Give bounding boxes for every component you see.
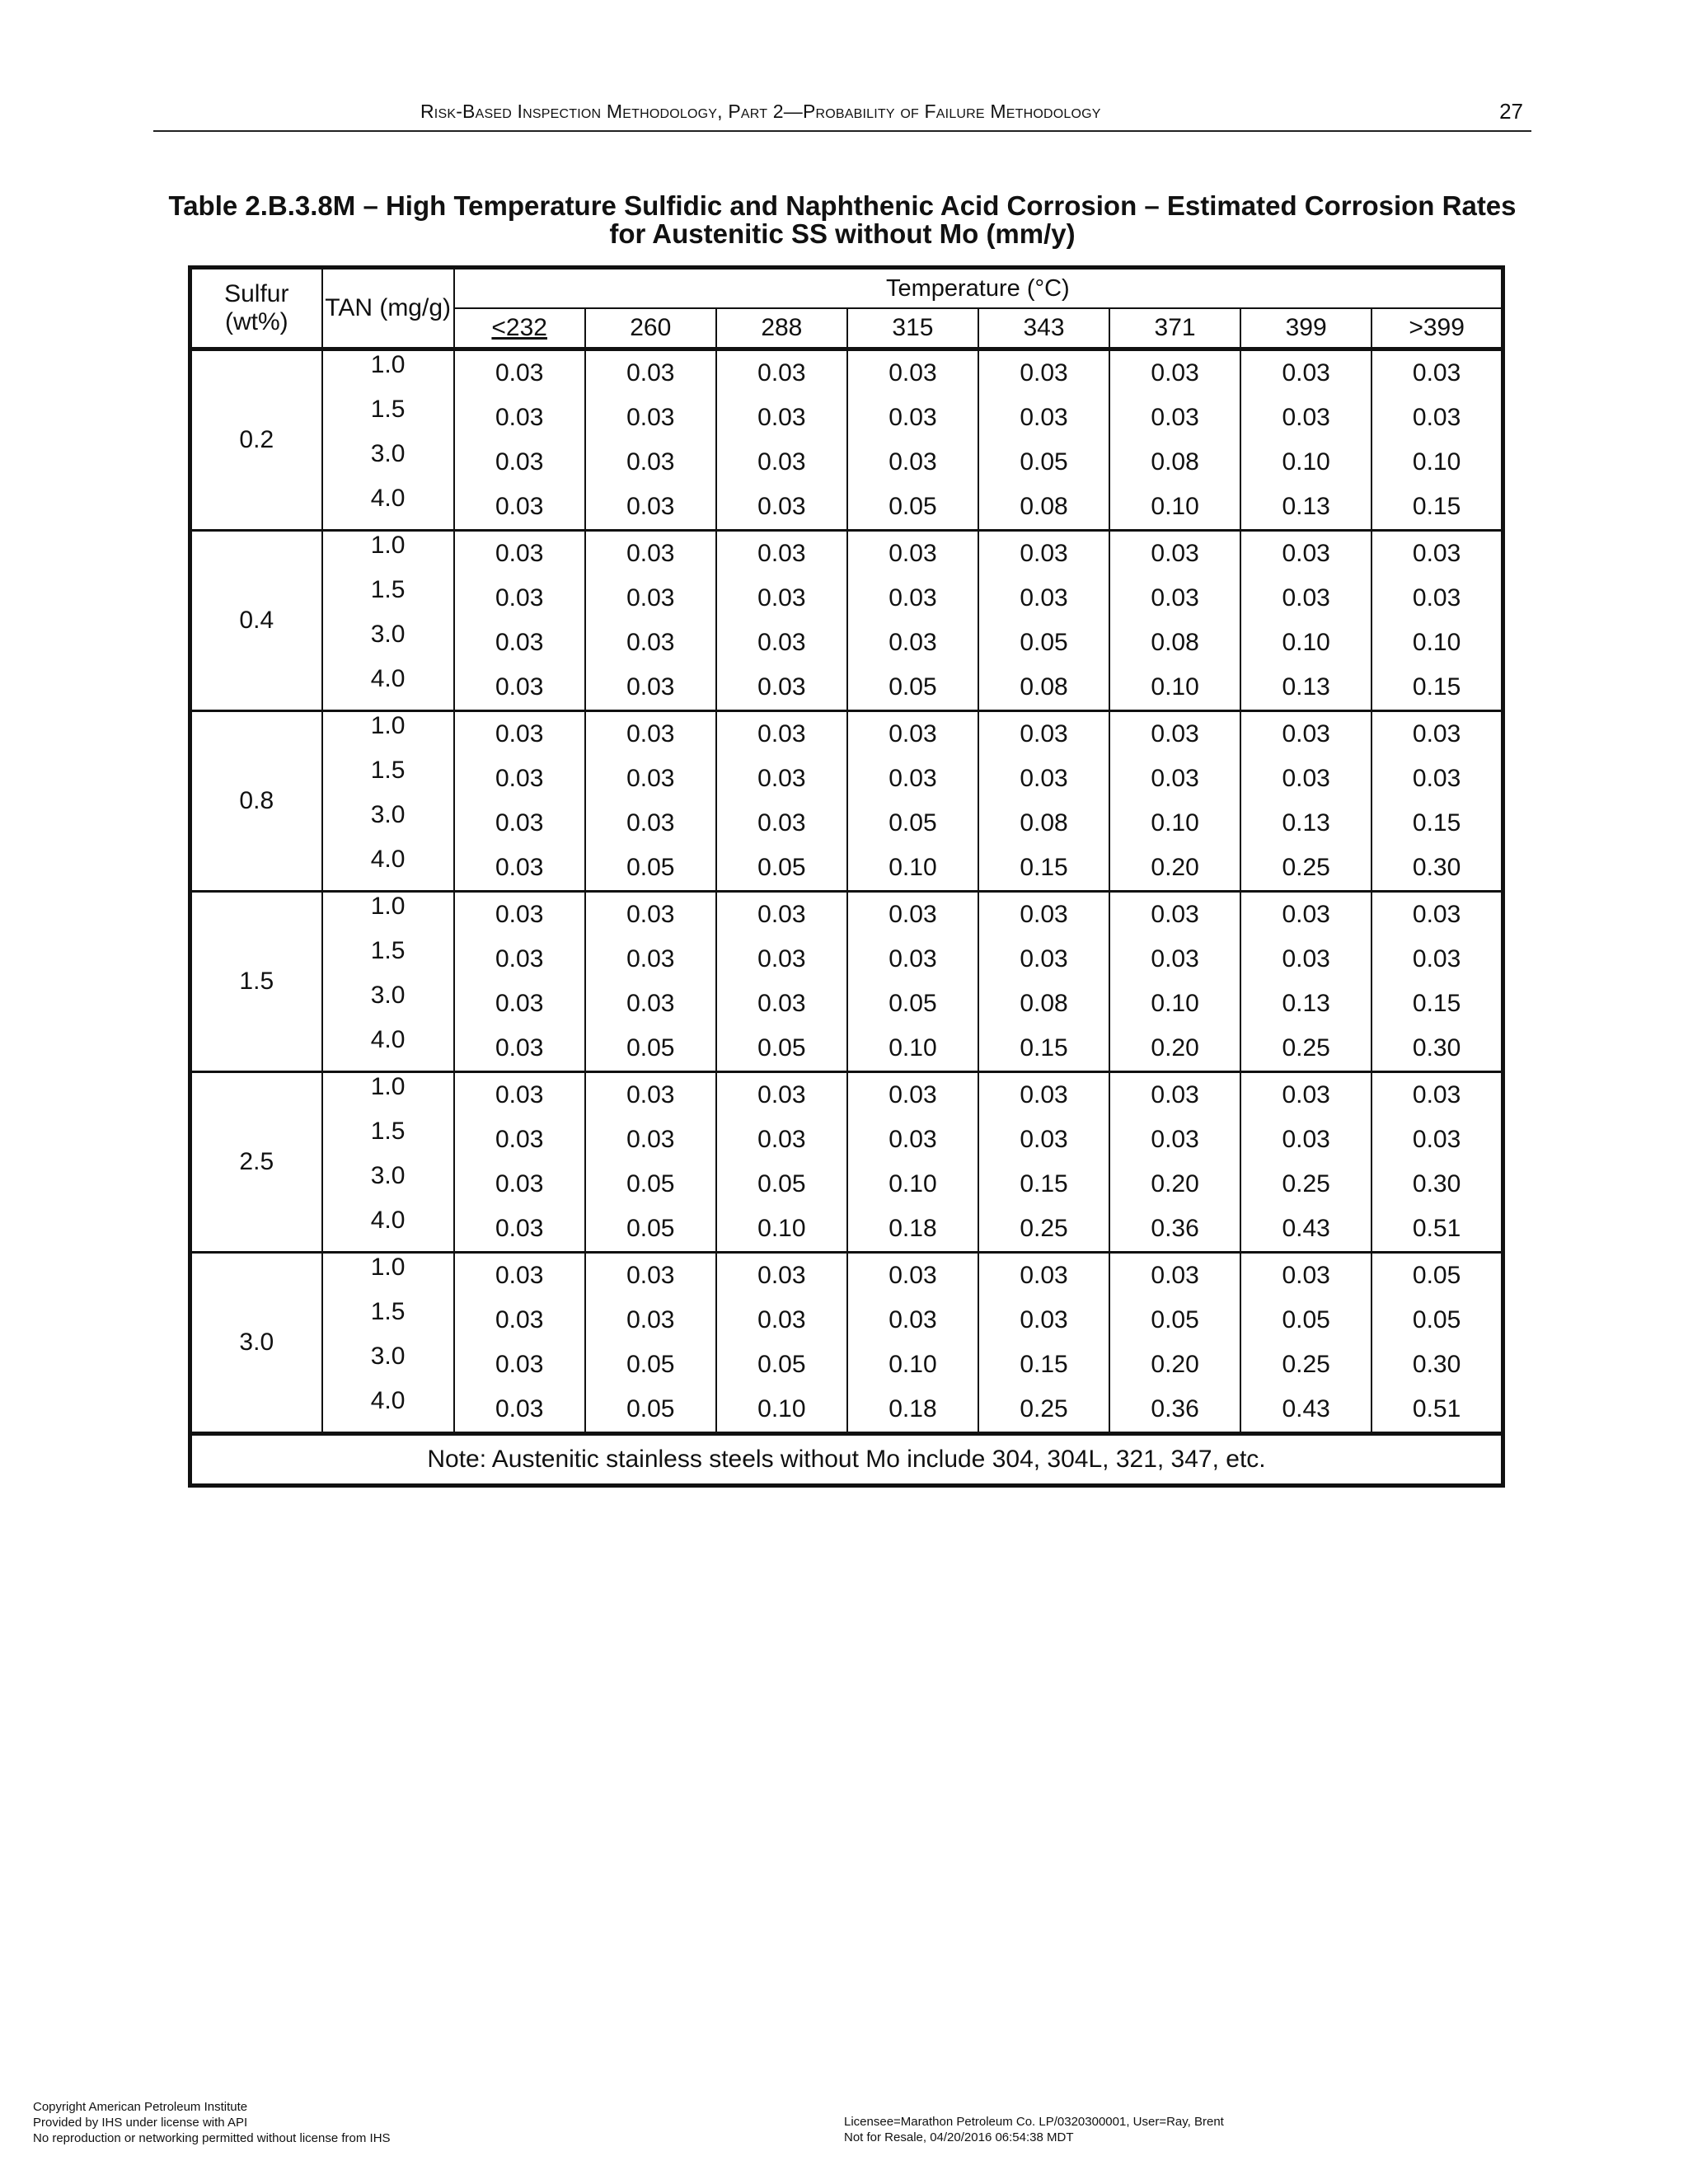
rate-cell: 0.05 bbox=[585, 1387, 716, 1434]
rate-cell: 0.36 bbox=[1109, 1207, 1240, 1253]
rate-cell: 0.03 bbox=[978, 1072, 1109, 1118]
table-row bbox=[190, 1118, 1503, 1162]
tan-column-header: TAN (mg/g) bbox=[322, 268, 454, 349]
rate-cell: 0.03 bbox=[585, 621, 716, 665]
rate-cell: 0.05 bbox=[716, 1162, 847, 1207]
rate-cell: 0.03 bbox=[716, 396, 847, 440]
rate-cell: 0.03 bbox=[585, 349, 716, 396]
tan-cell: 3.0 bbox=[322, 801, 454, 846]
rate-cell: 0.03 bbox=[454, 757, 585, 801]
rate-cell: 0.03 bbox=[585, 892, 716, 938]
footer-line: No reproduction or networking permitted without license from IHS bbox=[33, 2131, 391, 2145]
rate-cell: 0.03 bbox=[1372, 1072, 1503, 1118]
tan-cell: 4.0 bbox=[322, 846, 454, 892]
rate-cell: 0.13 bbox=[1240, 801, 1372, 846]
rate-cell: 0.03 bbox=[1240, 1072, 1372, 1118]
tan-cell: 3.0 bbox=[322, 982, 454, 1026]
rate-cell: 0.03 bbox=[454, 1162, 585, 1207]
rate-cell: 0.03 bbox=[716, 485, 847, 531]
rate-cell: 0.03 bbox=[847, 531, 978, 577]
table-row bbox=[190, 1253, 1503, 1299]
footer-line: Provided by IHS under license with API bbox=[33, 2116, 248, 2130]
rate-cell: 0.05 bbox=[585, 1343, 716, 1387]
rate-cell: 0.03 bbox=[1372, 531, 1503, 577]
rate-cell: 0.15 bbox=[978, 846, 1109, 892]
tan-cell: 4.0 bbox=[322, 665, 454, 711]
rate-cell: 0.03 bbox=[1109, 396, 1240, 440]
table-row bbox=[190, 349, 1503, 396]
running-header bbox=[153, 97, 1531, 132]
rate-cell: 0.03 bbox=[1372, 1118, 1503, 1162]
rate-cell: 0.05 bbox=[585, 846, 716, 892]
tan-cell: 1.5 bbox=[322, 937, 454, 982]
rate-cell: 0.03 bbox=[454, 440, 585, 485]
rate-cell: 0.03 bbox=[847, 892, 978, 938]
rate-cell: 0.03 bbox=[847, 1253, 978, 1299]
footer-line: Copyright American Petroleum Institute bbox=[33, 2100, 248, 2114]
rate-cell: 0.03 bbox=[1109, 349, 1240, 396]
rate-cell: 0.03 bbox=[847, 576, 978, 621]
rate-cell: 0.03 bbox=[847, 1118, 978, 1162]
table-row bbox=[190, 937, 1503, 982]
rate-cell: 0.15 bbox=[1372, 801, 1503, 846]
rate-cell: 0.03 bbox=[716, 576, 847, 621]
rate-cell: 0.03 bbox=[454, 576, 585, 621]
rate-cell: 0.05 bbox=[716, 846, 847, 892]
rate-cell: 0.03 bbox=[978, 1118, 1109, 1162]
temperature-group-header: Temperature (°C) bbox=[454, 268, 1503, 309]
rate-cell: 0.03 bbox=[978, 349, 1109, 396]
rate-cell: 0.03 bbox=[1109, 1253, 1240, 1299]
tan-cell: 4.0 bbox=[322, 1387, 454, 1434]
rate-cell: 0.03 bbox=[585, 801, 716, 846]
sulfur-cell: 1.5 bbox=[190, 892, 322, 1072]
temperature-header: 343 bbox=[978, 308, 1109, 349]
rate-cell: 0.03 bbox=[454, 349, 585, 396]
rate-cell: 0.03 bbox=[1240, 757, 1372, 801]
tan-cell: 1.0 bbox=[322, 531, 454, 577]
table-row bbox=[190, 846, 1503, 892]
table-row bbox=[190, 1387, 1503, 1434]
rate-cell: 0.10 bbox=[1240, 621, 1372, 665]
sulfur-cell: 0.4 bbox=[190, 531, 322, 711]
table-row bbox=[190, 665, 1503, 711]
header-title: Risk-Based Inspection Methodology, Part 2—Probability of Failure Methodology bbox=[420, 101, 1101, 122]
footer-line: Licensee=Marathon Petroleum Co. LP/0320300001, User=Ray, Brent bbox=[844, 2115, 1224, 2129]
table-row bbox=[190, 757, 1503, 801]
rate-cell: 0.03 bbox=[1240, 892, 1372, 938]
rate-cell: 0.03 bbox=[454, 937, 585, 982]
rate-cell: 0.10 bbox=[1109, 801, 1240, 846]
rate-cell: 0.03 bbox=[978, 1298, 1109, 1343]
tan-cell: 1.0 bbox=[322, 1253, 454, 1299]
rate-cell: 0.03 bbox=[454, 531, 585, 577]
rate-cell: 0.15 bbox=[1372, 665, 1503, 711]
tan-cell: 4.0 bbox=[322, 1207, 454, 1253]
tan-cell: 3.0 bbox=[322, 621, 454, 665]
rate-cell: 0.25 bbox=[1240, 846, 1372, 892]
rate-cell: 0.08 bbox=[978, 801, 1109, 846]
rate-cell: 0.03 bbox=[1372, 576, 1503, 621]
rate-cell: 0.03 bbox=[454, 621, 585, 665]
rate-cell: 0.03 bbox=[585, 396, 716, 440]
rate-cell: 0.25 bbox=[1240, 1343, 1372, 1387]
tan-cell: 4.0 bbox=[322, 485, 454, 531]
table-row bbox=[190, 982, 1503, 1026]
rate-cell: 0.05 bbox=[978, 621, 1109, 665]
tan-cell: 1.5 bbox=[322, 757, 454, 801]
rate-cell: 0.03 bbox=[1240, 349, 1372, 396]
rate-cell: 0.03 bbox=[454, 1253, 585, 1299]
sulfur-cell: 3.0 bbox=[190, 1253, 322, 1434]
rate-cell: 0.25 bbox=[978, 1387, 1109, 1434]
rate-cell: 0.03 bbox=[1372, 892, 1503, 938]
rate-cell: 0.03 bbox=[847, 937, 978, 982]
rate-cell: 0.15 bbox=[1372, 982, 1503, 1026]
rate-cell: 0.03 bbox=[847, 1298, 978, 1343]
rate-cell: 0.03 bbox=[716, 711, 847, 757]
rate-cell: 0.03 bbox=[716, 531, 847, 577]
rate-cell: 0.03 bbox=[454, 1207, 585, 1253]
rate-cell: 0.20 bbox=[1109, 1162, 1240, 1207]
sulfur-cell: 0.8 bbox=[190, 711, 322, 892]
table-row bbox=[190, 711, 1503, 757]
rate-cell: 0.03 bbox=[716, 801, 847, 846]
rate-cell: 0.03 bbox=[716, 937, 847, 982]
rate-cell: 0.05 bbox=[716, 1026, 847, 1072]
table-row bbox=[190, 1072, 1503, 1118]
rate-cell: 0.08 bbox=[978, 982, 1109, 1026]
rate-cell: 0.03 bbox=[454, 892, 585, 938]
rate-cell: 0.03 bbox=[454, 665, 585, 711]
rate-cell: 0.03 bbox=[1109, 892, 1240, 938]
rate-cell: 0.13 bbox=[1240, 665, 1372, 711]
rate-cell: 0.03 bbox=[716, 349, 847, 396]
rate-cell: 0.03 bbox=[1109, 1072, 1240, 1118]
rate-cell: 0.03 bbox=[454, 1118, 585, 1162]
rate-cell: 0.03 bbox=[847, 621, 978, 665]
table-row bbox=[190, 1162, 1503, 1207]
table-row bbox=[190, 1026, 1503, 1072]
rate-cell: 0.30 bbox=[1372, 1343, 1503, 1387]
rate-cell: 0.03 bbox=[978, 531, 1109, 577]
rate-cell: 0.03 bbox=[978, 937, 1109, 982]
sulfur-column-header: Sulfur (wt%) bbox=[190, 268, 322, 349]
footer-license bbox=[844, 2114, 1224, 2145]
rate-cell: 0.03 bbox=[1240, 396, 1372, 440]
page-number: 27 bbox=[1499, 99, 1523, 124]
table-row bbox=[190, 1343, 1503, 1387]
rate-cell: 0.43 bbox=[1240, 1387, 1372, 1434]
rate-cell: 0.03 bbox=[585, 1298, 716, 1343]
temperature-header: 399 bbox=[1240, 308, 1372, 349]
rate-cell: 0.13 bbox=[1240, 485, 1372, 531]
tan-cell: 1.0 bbox=[322, 892, 454, 938]
rate-cell: 0.03 bbox=[847, 396, 978, 440]
rate-cell: 0.03 bbox=[847, 711, 978, 757]
rate-cell: 0.05 bbox=[1240, 1298, 1372, 1343]
rate-cell: 0.03 bbox=[1240, 531, 1372, 577]
rate-cell: 0.03 bbox=[1109, 937, 1240, 982]
rate-cell: 0.03 bbox=[978, 396, 1109, 440]
rate-cell: 0.10 bbox=[716, 1207, 847, 1253]
rate-cell: 0.03 bbox=[1109, 576, 1240, 621]
rate-cell: 0.10 bbox=[847, 846, 978, 892]
note-row bbox=[190, 1434, 1503, 1486]
rate-cell: 0.43 bbox=[1240, 1207, 1372, 1253]
rate-cell: 0.25 bbox=[978, 1207, 1109, 1253]
rate-cell: 0.03 bbox=[585, 440, 716, 485]
rate-cell: 0.08 bbox=[978, 485, 1109, 531]
rate-cell: 0.03 bbox=[716, 1072, 847, 1118]
tan-cell: 1.0 bbox=[322, 711, 454, 757]
rate-cell: 0.08 bbox=[1109, 440, 1240, 485]
rate-cell: 0.03 bbox=[847, 1072, 978, 1118]
rate-cell: 0.03 bbox=[585, 1253, 716, 1299]
table-row bbox=[190, 440, 1503, 485]
tan-cell: 3.0 bbox=[322, 440, 454, 485]
tan-cell: 3.0 bbox=[322, 1343, 454, 1387]
temperature-header: >399 bbox=[1372, 308, 1503, 349]
rate-cell: 0.03 bbox=[585, 665, 716, 711]
rate-cell: 0.10 bbox=[847, 1162, 978, 1207]
footer-copyright bbox=[33, 2099, 391, 2146]
rate-cell: 0.03 bbox=[847, 349, 978, 396]
table-row bbox=[190, 1298, 1503, 1343]
rate-cell: 0.03 bbox=[978, 711, 1109, 757]
rate-cell: 0.05 bbox=[585, 1162, 716, 1207]
rate-cell: 0.03 bbox=[716, 1118, 847, 1162]
tan-cell: 1.5 bbox=[322, 396, 454, 440]
rate-cell: 0.03 bbox=[716, 440, 847, 485]
rate-cell: 0.03 bbox=[585, 711, 716, 757]
rate-cell: 0.25 bbox=[1240, 1026, 1372, 1072]
rate-cell: 0.03 bbox=[454, 846, 585, 892]
rate-cell: 0.08 bbox=[1109, 621, 1240, 665]
rate-cell: 0.10 bbox=[847, 1026, 978, 1072]
table-row bbox=[190, 1207, 1503, 1253]
rate-cell: 0.03 bbox=[585, 937, 716, 982]
rate-cell: 0.03 bbox=[454, 711, 585, 757]
rate-cell: 0.05 bbox=[585, 1026, 716, 1072]
rate-cell: 0.03 bbox=[1240, 1118, 1372, 1162]
rate-cell: 0.03 bbox=[454, 1387, 585, 1434]
table-title: Table 2.B.3.8M – High Temperature Sulfidic and Naphthenic Acid Corrosion – Estimated Corrosion Rates for Austenitic SS without Mo (mm/y) bbox=[168, 190, 1517, 249]
rate-cell: 0.03 bbox=[1240, 1253, 1372, 1299]
tan-cell: 4.0 bbox=[322, 1026, 454, 1072]
rate-cell: 0.03 bbox=[454, 1343, 585, 1387]
rate-cell: 0.10 bbox=[1240, 440, 1372, 485]
rate-cell: 0.03 bbox=[978, 576, 1109, 621]
rate-cell: 0.05 bbox=[847, 801, 978, 846]
rate-cell: 0.20 bbox=[1109, 1343, 1240, 1387]
rate-cell: 0.03 bbox=[716, 892, 847, 938]
rate-cell: 0.05 bbox=[585, 1207, 716, 1253]
rate-cell: 0.03 bbox=[1240, 576, 1372, 621]
tan-cell: 1.0 bbox=[322, 1072, 454, 1118]
footer-line: Not for Resale, 04/20/2016 06:54:38 MDT bbox=[844, 2130, 1074, 2144]
rate-cell: 0.03 bbox=[1109, 1118, 1240, 1162]
rate-cell: 0.03 bbox=[1240, 937, 1372, 982]
temperature-header: <232 bbox=[454, 308, 585, 349]
rate-cell: 0.03 bbox=[978, 757, 1109, 801]
rate-cell: 0.36 bbox=[1109, 1387, 1240, 1434]
rate-cell: 0.15 bbox=[978, 1026, 1109, 1072]
rate-cell: 0.10 bbox=[716, 1387, 847, 1434]
rate-cell: 0.03 bbox=[716, 621, 847, 665]
rate-cell: 0.05 bbox=[847, 982, 978, 1026]
rate-cell: 0.03 bbox=[585, 757, 716, 801]
rate-cell: 0.03 bbox=[716, 1253, 847, 1299]
rate-cell: 0.08 bbox=[978, 665, 1109, 711]
rate-cell: 0.20 bbox=[1109, 846, 1240, 892]
temperature-header: 315 bbox=[847, 308, 978, 349]
rate-cell: 0.03 bbox=[454, 1298, 585, 1343]
rate-cell: 0.10 bbox=[1109, 982, 1240, 1026]
rate-cell: 0.10 bbox=[847, 1343, 978, 1387]
rate-cell: 0.25 bbox=[1240, 1162, 1372, 1207]
rate-cell: 0.10 bbox=[1109, 485, 1240, 531]
rate-cell: 0.03 bbox=[585, 982, 716, 1026]
rate-cell: 0.03 bbox=[1372, 711, 1503, 757]
rate-cell: 0.15 bbox=[1372, 485, 1503, 531]
rate-cell: 0.03 bbox=[585, 485, 716, 531]
table-row bbox=[190, 531, 1503, 577]
rate-cell: 0.05 bbox=[1109, 1298, 1240, 1343]
rate-cell: 0.03 bbox=[1109, 757, 1240, 801]
rate-cell: 0.03 bbox=[454, 801, 585, 846]
rate-cell: 0.15 bbox=[978, 1343, 1109, 1387]
rate-cell: 0.03 bbox=[454, 982, 585, 1026]
table-row bbox=[190, 396, 1503, 440]
rate-cell: 0.03 bbox=[1372, 937, 1503, 982]
rate-cell: 0.03 bbox=[454, 485, 585, 531]
table-row bbox=[190, 801, 1503, 846]
rate-cell: 0.10 bbox=[1372, 440, 1503, 485]
rate-cell: 0.03 bbox=[454, 396, 585, 440]
temperature-header: 288 bbox=[716, 308, 847, 349]
rate-cell: 0.03 bbox=[1372, 396, 1503, 440]
rate-cell: 0.05 bbox=[1372, 1298, 1503, 1343]
rate-cell: 0.03 bbox=[585, 1118, 716, 1162]
table-row bbox=[190, 892, 1503, 938]
rate-cell: 0.13 bbox=[1240, 982, 1372, 1026]
rate-cell: 0.05 bbox=[716, 1343, 847, 1387]
rate-cell: 0.03 bbox=[847, 757, 978, 801]
rate-cell: 0.10 bbox=[1372, 621, 1503, 665]
rate-cell: 0.51 bbox=[1372, 1207, 1503, 1253]
rate-cell: 0.05 bbox=[847, 665, 978, 711]
tan-cell: 1.5 bbox=[322, 1298, 454, 1343]
rate-cell: 0.03 bbox=[716, 757, 847, 801]
corrosion-rate-table bbox=[188, 265, 1505, 1488]
rate-cell: 0.03 bbox=[585, 1072, 716, 1118]
rate-cell: 0.20 bbox=[1109, 1026, 1240, 1072]
tan-cell: 1.5 bbox=[322, 576, 454, 621]
sulfur-cell: 2.5 bbox=[190, 1072, 322, 1253]
rate-cell: 0.03 bbox=[1109, 711, 1240, 757]
table-note: Note: Austenitic stainless steels without Mo include 304, 304L, 321, 347, etc. bbox=[190, 1434, 1503, 1486]
rate-cell: 0.03 bbox=[585, 531, 716, 577]
rate-cell: 0.05 bbox=[1372, 1253, 1503, 1299]
rate-cell: 0.03 bbox=[716, 665, 847, 711]
table-row bbox=[190, 621, 1503, 665]
rate-cell: 0.03 bbox=[1372, 757, 1503, 801]
sulfur-cell: 0.2 bbox=[190, 349, 322, 531]
rate-cell: 0.05 bbox=[847, 485, 978, 531]
rate-cell: 0.03 bbox=[585, 576, 716, 621]
tan-cell: 3.0 bbox=[322, 1162, 454, 1207]
rate-cell: 0.30 bbox=[1372, 846, 1503, 892]
rate-cell: 0.15 bbox=[978, 1162, 1109, 1207]
rate-cell: 0.18 bbox=[847, 1387, 978, 1434]
rate-cell: 0.03 bbox=[1109, 531, 1240, 577]
rate-cell: 0.05 bbox=[978, 440, 1109, 485]
temperature-header: 371 bbox=[1109, 308, 1240, 349]
tan-cell: 1.5 bbox=[322, 1118, 454, 1162]
rate-cell: 0.03 bbox=[716, 1298, 847, 1343]
tan-cell: 1.0 bbox=[322, 349, 454, 396]
rate-cell: 0.03 bbox=[1372, 349, 1503, 396]
table-row bbox=[190, 576, 1503, 621]
rate-cell: 0.03 bbox=[454, 1026, 585, 1072]
rate-cell: 0.03 bbox=[716, 982, 847, 1026]
rate-cell: 0.51 bbox=[1372, 1387, 1503, 1434]
rate-cell: 0.30 bbox=[1372, 1162, 1503, 1207]
rate-cell: 0.03 bbox=[847, 440, 978, 485]
rate-cell: 0.18 bbox=[847, 1207, 978, 1253]
rate-cell: 0.03 bbox=[978, 1253, 1109, 1299]
rate-cell: 0.03 bbox=[978, 892, 1109, 938]
table-row bbox=[190, 485, 1503, 531]
rate-cell: 0.03 bbox=[1240, 711, 1372, 757]
rate-cell: 0.03 bbox=[454, 1072, 585, 1118]
rate-cell: 0.10 bbox=[1109, 665, 1240, 711]
rate-cell: 0.30 bbox=[1372, 1026, 1503, 1072]
temperature-header: 260 bbox=[585, 308, 716, 349]
